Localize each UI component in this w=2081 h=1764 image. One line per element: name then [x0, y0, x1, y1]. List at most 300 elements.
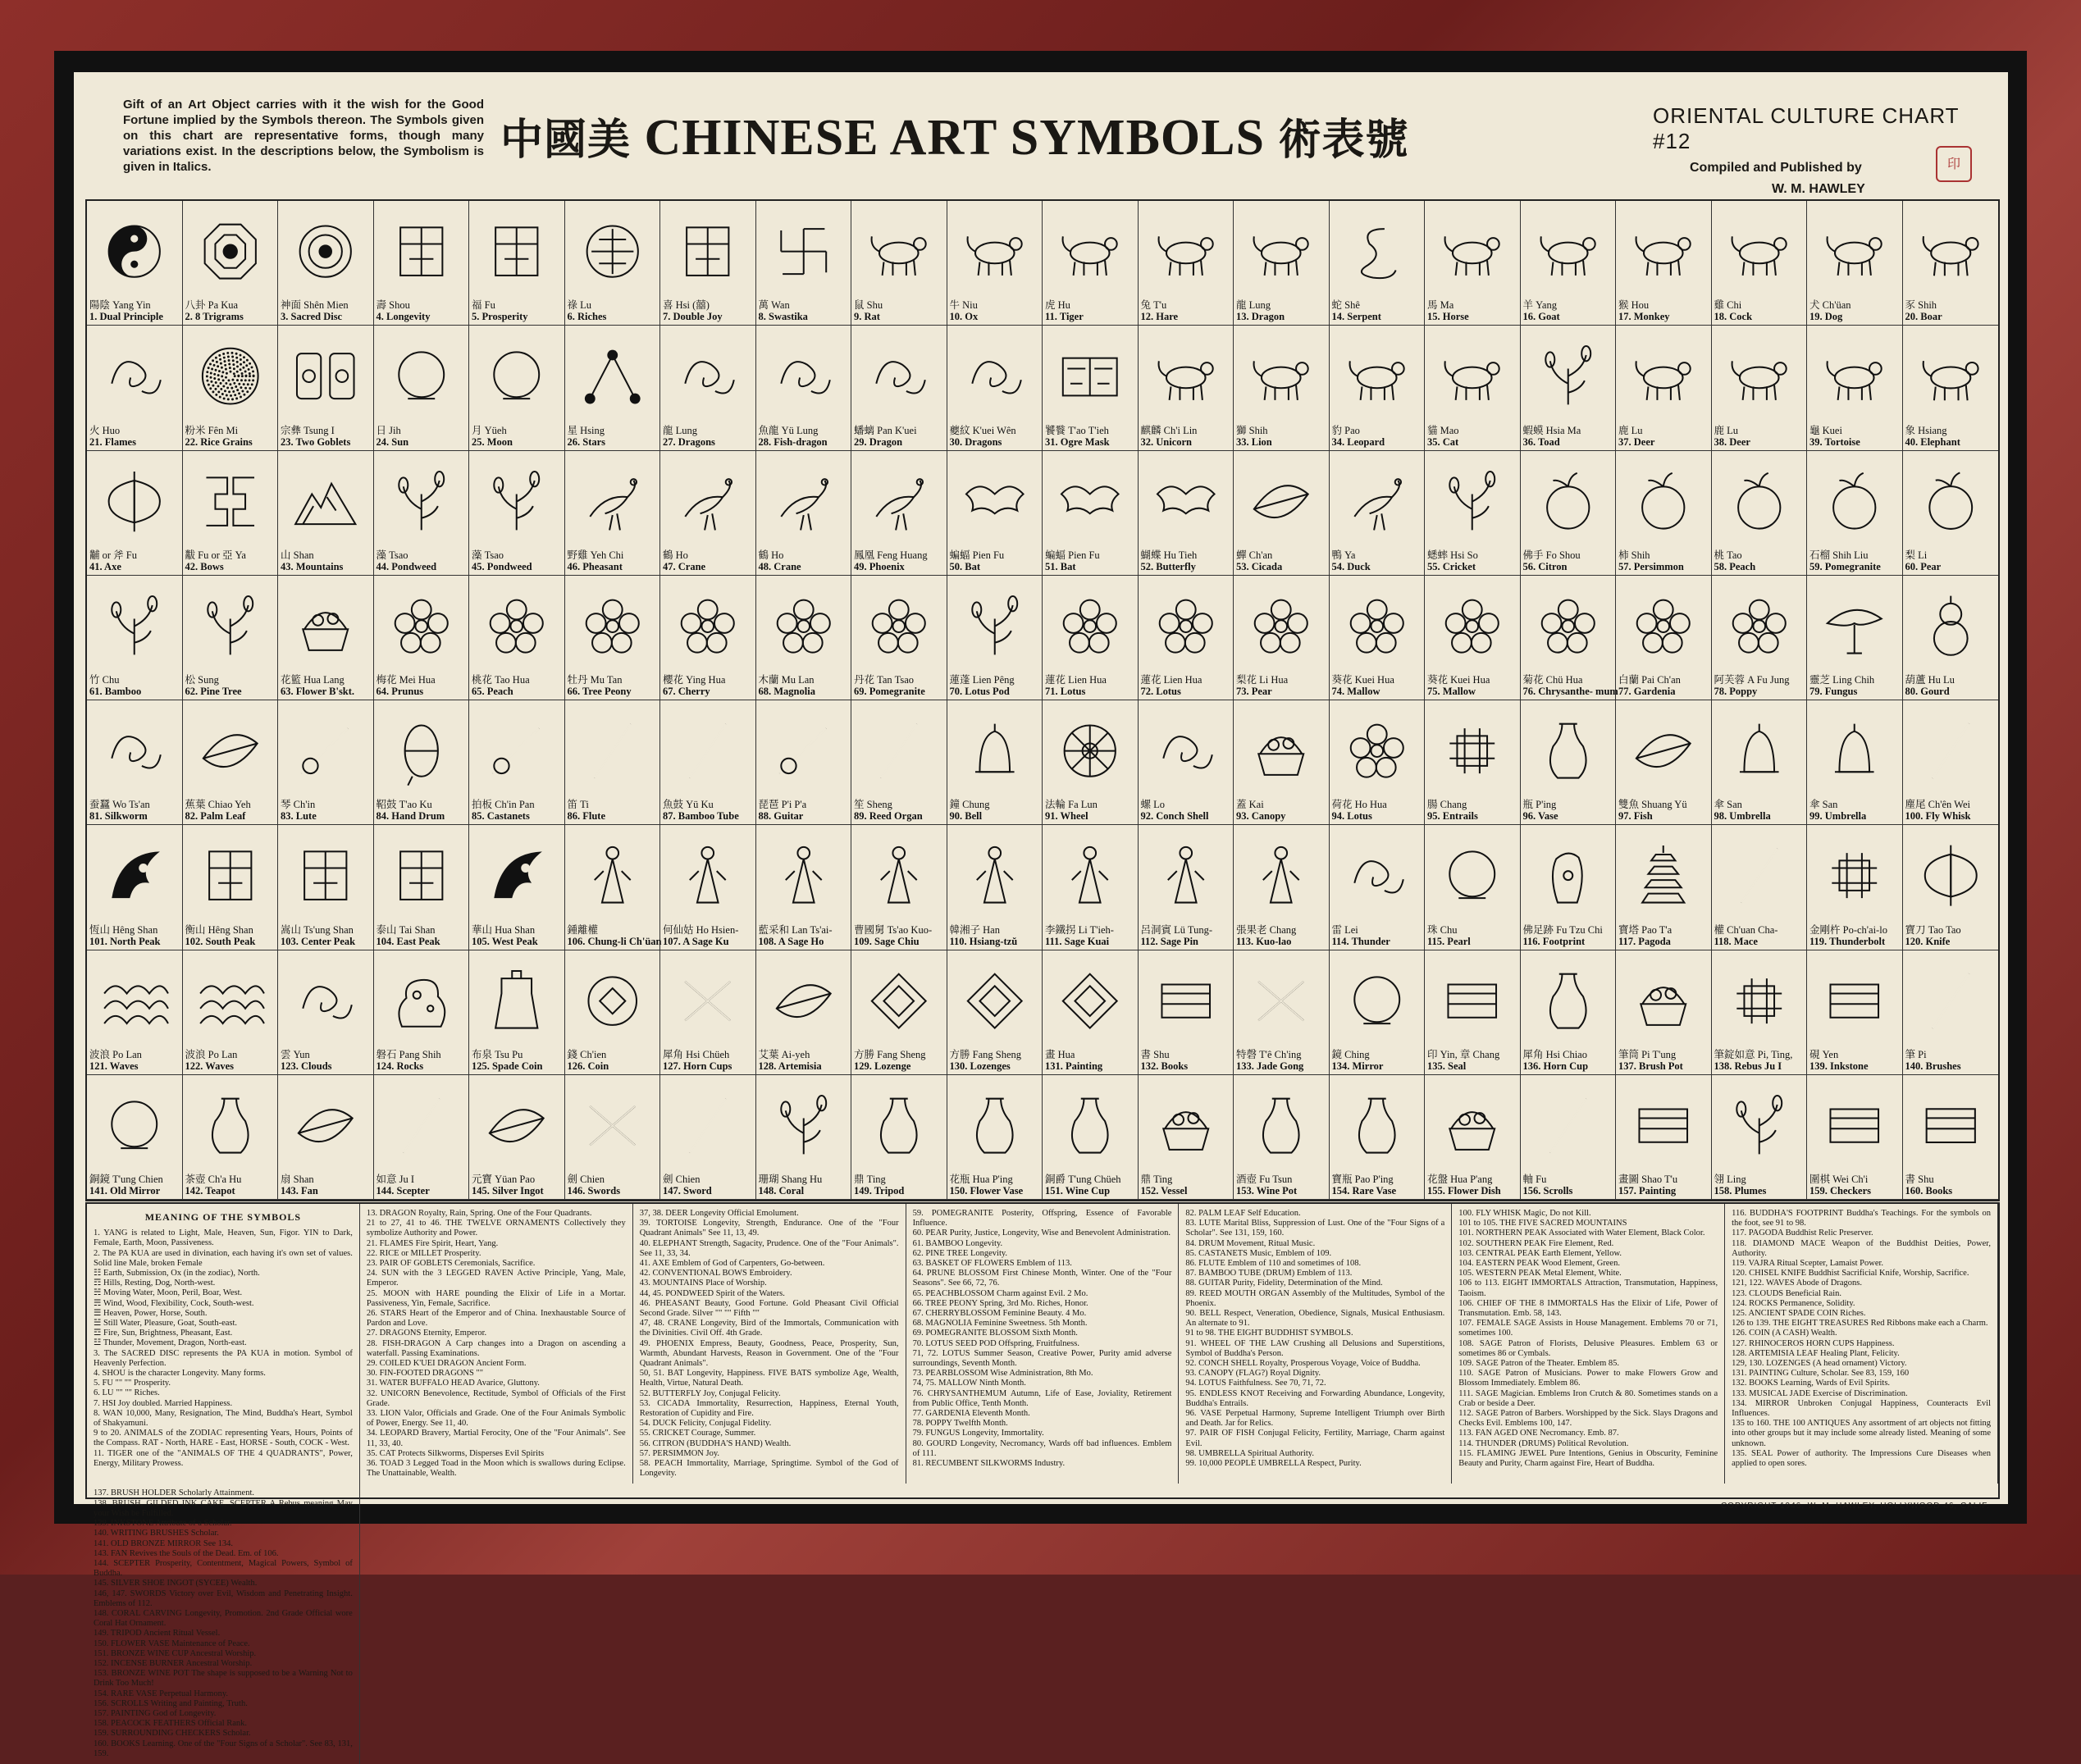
symbol-cell: [1425, 950, 1521, 1075]
symbol-number-name: 47. Crane: [663, 560, 706, 572]
meaning-entry: 81. RECUMBENT SILKWORMS Industry.: [912, 1459, 1066, 1469]
coin2-icon: [575, 957, 650, 1045]
symbol-caption: [1427, 549, 1518, 572]
symbol-chinese-name: 珊瑚 Shang Hu: [758, 1174, 823, 1185]
symbol-caption: [472, 1049, 563, 1072]
symbol-caption: [1809, 425, 1901, 448]
animal-icon: [1722, 207, 1797, 295]
symbol-number-name: 5. Prosperity: [472, 311, 528, 323]
symbol-caption: [1809, 299, 1901, 322]
symbol-number-name: 90. Bell: [949, 810, 983, 823]
symbol-chinese-name: 藍采和 Lan Ts'ai-: [758, 923, 833, 936]
glyph-icon: [479, 207, 554, 295]
symbol-chinese-name: 葫蘆 Hu Lu: [1905, 674, 1955, 686]
symbol-number-name: 158. Plumes: [1714, 1185, 1767, 1197]
animal-icon: [1817, 207, 1892, 295]
meaning-entry: 123. CLOUDS Beneficial Rain.: [1732, 1288, 1841, 1298]
symbol-number-name: 96. Vase: [1522, 810, 1558, 823]
symbol-number-name: 23. Two Goblets: [281, 435, 351, 448]
symbol-caption: [1045, 1049, 1136, 1072]
meaning-entry: ☲ Fire, Sun, Brightness, Pheasant, East.: [94, 1329, 233, 1338]
symbol-caption: [1045, 924, 1136, 947]
symbol-cell: [374, 451, 470, 576]
symbol-chinese-name: 黼 or 斧 Fu: [89, 549, 137, 561]
symbol-chinese-name: 韓湘子 Han: [949, 923, 1000, 936]
symbol-chinese-name: 瓶 P'ing: [1522, 799, 1557, 811]
meaning-entry: 41. AXE Emblem of God of Carpenters, Go-between.: [639, 1259, 825, 1269]
leaf-icon: [1244, 458, 1319, 545]
symbol-caption: [376, 549, 468, 572]
symbol-chinese-name: 如意 Ju I: [376, 1174, 415, 1185]
symbol-cell: [1330, 576, 1426, 700]
meaning-entry: 154. RARE VASE Perpetual Harmony.: [94, 1689, 229, 1698]
books-icon: [1817, 957, 1892, 1045]
fruit-icon: [1913, 458, 1989, 545]
meaning-entry: 43. MOUNTAINS Place of Worship.: [639, 1279, 767, 1288]
plant-icon: [479, 458, 554, 545]
animal-icon: [1913, 332, 1989, 420]
symbol-chinese-name: 酒壺 Fu Tsun: [1236, 1174, 1293, 1185]
meaning-entry: 5. FU "" "" Prosperity.: [94, 1379, 171, 1388]
symbol-number-name: 34. Leopard: [1331, 435, 1385, 448]
symbol-cell: [660, 326, 756, 450]
meaning-entry: 105. WESTERN PEAK Metal Element, White.: [1458, 1269, 1622, 1279]
symbol-cell: [851, 700, 947, 825]
meaning-entry: 29. COILED K'UEI DRAGON Ancient Form.: [366, 1359, 527, 1369]
symbol-chinese-name: 呂洞賓 Lü Tung-: [1140, 923, 1213, 936]
symbol-cell: [1521, 451, 1617, 576]
symbol-caption: [1618, 1174, 1709, 1197]
meaning-column: [360, 1204, 633, 1484]
flower-icon: [1531, 582, 1606, 670]
symbol-chinese-name: 波浪 Po Lan: [89, 1048, 142, 1060]
symbol-number-name: 115. Pearl: [1427, 935, 1471, 947]
symbol-cell: [87, 950, 183, 1075]
meaning-entry: 94. LOTUS Faithfulness. See 70, 71, 72.: [1185, 1379, 1326, 1388]
symbol-chinese-name: 柿 Shih: [1618, 549, 1650, 561]
books-icon: [1626, 1082, 1701, 1169]
symbol-number-name: 105. West Peak: [472, 935, 538, 947]
symbol-cell: [374, 201, 470, 326]
round-icon: [575, 207, 650, 295]
meaning-entry: 111. SAGE Magician. Emblems Iron Crutch & 80. Sometimes stands on a Crab or beside a Deer.: [1458, 1388, 1718, 1408]
foot-icon: [1531, 832, 1606, 919]
symbol-cell: [87, 1075, 183, 1200]
symbol-cell: [1425, 700, 1521, 825]
symbol-cell: [278, 825, 374, 950]
meaning-entry: 55. CRICKET Courage, Summer.: [639, 1429, 756, 1438]
symbol-caption: [1905, 1049, 1997, 1072]
symbol-cell: [1903, 451, 1999, 576]
coin-icon: [479, 957, 554, 1045]
symbol-number-name: 4. Longevity: [376, 311, 431, 323]
wheel-icon: [1052, 707, 1128, 795]
flower-icon: [1339, 582, 1415, 670]
symbol-cell: [183, 576, 279, 700]
symbol-cell: [1712, 326, 1808, 450]
symbol-number-name: 53. Cicada: [1236, 560, 1283, 572]
symbol-chinese-name: 犀角 Hsi Chüeh: [663, 1048, 730, 1060]
symbol-number-name: 85. Castanets: [472, 810, 530, 823]
meaning-entry: 44, 45. PONDWEED Spirit of the Waters.: [639, 1288, 785, 1298]
symbol-chinese-name: 筆錠如意 Pi, Ting,: [1714, 1048, 1793, 1060]
glyph-icon: [288, 832, 363, 919]
meaning-entry: 140. WRITING BRUSHES Scholar.: [94, 1529, 219, 1538]
symbol-cell: [1139, 950, 1234, 1075]
symbol-caption: [568, 549, 659, 572]
symbol-caption: [950, 799, 1041, 822]
fruit-icon: [1531, 458, 1606, 545]
meaning-entry: 28. FISH-DRAGON A Carp changes into a Dragon on ascending a waterfall. Passing Examinations.: [366, 1338, 626, 1358]
symbol-chinese-name: 鴨 Ya: [1331, 549, 1356, 561]
symbol-chinese-name: 羊 Yang: [1522, 299, 1557, 312]
meaning-entry: 91. WHEEL OF THE LAW Crushing all Delusions and Superstitions, Symbol of Buddha's Person.: [1185, 1338, 1445, 1358]
symbol-caption: [1809, 549, 1901, 572]
symbol-caption: [185, 549, 276, 572]
symbol-chinese-name: 鳳凰 Feng Huang: [854, 549, 928, 561]
meaning-entry: 24. SUN with the 3 LEGGED RAVEN Active Principle, Yang, Male, Emperor.: [366, 1269, 626, 1288]
symbol-number-name: 149. Tripod: [854, 1185, 905, 1197]
symbol-chinese-name: 鍾離權: [567, 923, 599, 936]
symbol-chinese-name: 寶瓶 Pao P'ing: [1331, 1174, 1394, 1185]
symbol-cell: [851, 201, 947, 326]
animal-icon: [861, 207, 937, 295]
symbol-number-name: 41. Axe: [89, 560, 121, 572]
symbol-number-name: 95. Entrails: [1427, 810, 1478, 823]
meaning-entry: 126. COIN (A CASH) Wealth.: [1732, 1329, 1837, 1338]
symbol-chinese-name: 拍板 Ch'in Pan: [472, 799, 535, 811]
meaning-entry: 47, 48. CRANE Longevity, Bird of the Immortals, Communication with the Divinities. Civil Off. 4th Grade.: [639, 1319, 899, 1338]
cross-icon: [670, 957, 746, 1045]
symbol-chinese-name: 祿 Lu: [567, 299, 592, 312]
symbol-chinese-name: 竹 Chu: [89, 674, 120, 686]
symbol-caption: [185, 674, 276, 697]
symbol-caption: [1427, 425, 1518, 448]
symbol-chinese-name: 梨花 Li Hua: [1236, 674, 1289, 686]
symbol-caption: [1714, 299, 1805, 322]
symbol-cell: [1043, 1075, 1139, 1200]
page-title: [500, 105, 1690, 167]
meaning-column: [633, 1204, 906, 1484]
symbol-chinese-name: 壽 Shou: [376, 299, 410, 312]
symbol-number-name: 117. Pagoda: [1618, 935, 1671, 947]
symbol-cell: [660, 201, 756, 326]
symbol-number-name: 133. Jade Gong: [1236, 1060, 1304, 1072]
symbol-caption: [1141, 1174, 1232, 1197]
symbol-cell: [278, 950, 374, 1075]
symbol-cell: [183, 950, 279, 1075]
symbol-chinese-name: 松 Sung: [185, 674, 219, 686]
symbol-number-name: 52. Butterfly: [1140, 560, 1196, 572]
symbol-cell: [947, 1075, 1043, 1200]
lozenge-icon: [861, 957, 937, 1045]
symbol-caption: [1236, 549, 1327, 572]
symbol-number-name: 37. Deer: [1618, 435, 1655, 448]
symbol-caption: [568, 1174, 659, 1197]
symbol-chinese-name: 藻 Tsao: [376, 549, 408, 561]
plant-icon: [1531, 332, 1606, 420]
meaning-entry: 113. FAN AGED ONE Necromancy. Emb. 87.: [1458, 1429, 1619, 1438]
symbol-caption: [376, 924, 468, 947]
symbol-number-name: 38. Deer: [1714, 435, 1750, 448]
symbol-chinese-name: 豕 Shih: [1905, 299, 1937, 312]
symbol-caption: [1045, 1174, 1136, 1197]
symbol-number-name: 78. Poppy: [1714, 686, 1758, 697]
symbol-number-name: 142. Teapot: [185, 1185, 235, 1197]
lute-icon: [288, 707, 363, 795]
symbol-caption: [1332, 549, 1423, 572]
symbol-caption: [568, 1049, 659, 1072]
copyright: COPYRIGHT 1946, W. M. HAWLEY, HOLLYWOOD 46, CALIF.: [1720, 1502, 1990, 1511]
symbol-caption: [854, 799, 945, 822]
symbol-cell: [87, 201, 183, 326]
symbol-number-name: 107. A Sage Ku: [663, 935, 729, 947]
symbol-chinese-name: 書 Shu: [1905, 1174, 1934, 1185]
animal-icon: [1435, 332, 1510, 420]
meaning-entry: 79. FUNGUS Longevity, Immortality.: [912, 1429, 1044, 1438]
symbol-number-name: 118. Mace: [1714, 935, 1758, 947]
swirl-icon: [957, 332, 1033, 420]
symbol-chinese-name: 雷 Lei: [1331, 923, 1358, 936]
symbol-number-name: 63. Flower B'skt.: [281, 686, 355, 697]
symbol-number-name: 87. Bamboo Tube: [663, 810, 739, 823]
symbol-chinese-name: 日 Jih: [376, 424, 401, 436]
dots-icon: [193, 332, 268, 420]
swirl-icon: [861, 332, 937, 420]
meaning-column: [87, 1484, 360, 1763]
flower-icon: [1244, 582, 1319, 670]
symbol-number-name: 64. Prunus: [376, 686, 424, 697]
symbol-number-name: 1. Dual Principle: [89, 311, 163, 323]
symbol-caption: [1427, 799, 1518, 822]
meaning-of-symbols: [85, 1202, 2000, 1758]
meaning-entry: 83. LUTE Marital Bliss, Suppression of Lust. One of the "Four Signs of a Scholar". See 131, 159, 160.: [1185, 1219, 1445, 1238]
symbol-number-name: 91. Wheel: [1045, 810, 1088, 823]
symbol-chinese-name: 蛇 Shê: [1331, 299, 1360, 312]
bat-icon: [1148, 458, 1224, 545]
meaning-entry: 112. SAGE Patron of Barbers. Worshipped by the Sick. Slays Dragons and Checks Evil. Emblems 100, 147.: [1458, 1409, 1718, 1429]
symbol-chinese-name: 神面 Shên Mien: [281, 299, 349, 312]
symbol-chinese-name: 喜 Hsi (囍): [663, 299, 710, 312]
symbol-number-name: 80. Gourd: [1905, 686, 1950, 697]
flower-icon: [766, 582, 842, 670]
meaning-entry: 129, 130. LOZENGES (A head ornament) Victory.: [1732, 1359, 1907, 1369]
symbol-caption: [1714, 799, 1805, 822]
meaning-entry: 39. TORTOISE Longevity, Strength, Endurance. One of the "Four Quadrant Animals" See 11, 13, 49.: [639, 1219, 899, 1238]
symbol-cell: [660, 825, 756, 950]
symbol-cell: [1425, 1075, 1521, 1200]
symbol-caption: [1618, 549, 1709, 572]
symbol-caption: [568, 674, 659, 697]
symbol-cell: [565, 700, 661, 825]
meaning-entry: 53. CICADA Immortality, Resurrection, Happiness, Eternal Youth, Restoration of Cupidity and Fire.: [639, 1398, 899, 1419]
symbol-chinese-name: 恆山 Hêng Shan: [89, 923, 158, 936]
symbol-number-name: 20. Boar: [1905, 311, 1942, 323]
flower-icon: [861, 582, 937, 670]
symbol-cell: [1903, 326, 1999, 450]
meaning-entry: ☷ Earth, Submission, Ox (in the zodiac), North.: [94, 1269, 260, 1279]
meaning-entry: 2. The PA KUA are used in divination, each having it's own set of values. Solid line Male, broken Female: [94, 1248, 353, 1268]
symbol-caption: [1809, 924, 1901, 947]
symbol-chinese-name: 鐘 Chung: [949, 799, 990, 811]
symbol-chinese-name: 鹿 Lu: [1618, 424, 1643, 436]
rock-icon: [384, 957, 459, 1045]
symbol-chinese-name: 方勝 Fang Sheng: [854, 1048, 926, 1060]
cross-icon: [1244, 957, 1319, 1045]
symbol-chinese-name: 筆 Pi: [1905, 1048, 1927, 1060]
meaning-entry: 143. FAN Revives the Souls of the Dead. Em. of 106.: [94, 1548, 279, 1558]
symbol-cell: [947, 451, 1043, 576]
symbol-cell: [1712, 950, 1808, 1075]
symbol-chinese-name: 金剛杵 Po-ch'ai-lo: [1809, 923, 1887, 936]
symbol-number-name: 48. Crane: [758, 560, 801, 572]
meaning-entry: 57. PERSIMMON Joy.: [639, 1448, 720, 1458]
knot-icon: [1722, 957, 1797, 1045]
symbol-chinese-name: 佛足跡 Fu Tzu Chi: [1522, 923, 1603, 936]
symbol-cell: [1807, 825, 1903, 950]
symbol-caption: [472, 1174, 563, 1197]
symbol-cell: [1807, 700, 1903, 825]
symbol-chinese-name: 鼎 Ting: [1140, 1174, 1173, 1185]
symbol-caption: [1045, 299, 1136, 322]
symbol-cell: [1712, 451, 1808, 576]
symbol-cell: [374, 700, 470, 825]
figure-icon: [670, 832, 746, 919]
symbol-number-name: 101. North Peak: [89, 935, 161, 947]
symbol-caption: [281, 425, 372, 448]
symbol-caption: [854, 1174, 945, 1197]
symbol-number-name: 46. Pheasant: [567, 560, 623, 572]
symbol-caption: [1905, 799, 1997, 822]
meaning-entry: 86. FLUTE Emblem of 110 and sometimes of 108.: [1185, 1259, 1362, 1269]
basket-icon: [1148, 1082, 1224, 1169]
symbol-cell: [1234, 1075, 1330, 1200]
symbol-number-name: 148. Coral: [758, 1185, 805, 1197]
symbol-cell: [1425, 451, 1521, 576]
symbol-cell: [660, 950, 756, 1075]
meaning-entry: 119. VAJRA Ritual Scepter, Lamaist Power.: [1732, 1259, 1884, 1269]
symbol-caption: [472, 799, 563, 822]
animal-icon: [1626, 332, 1701, 420]
symbol-number-name: 132. Books: [1140, 1060, 1189, 1072]
symbol-caption: [1905, 299, 1997, 322]
symbol-cell: [1616, 451, 1712, 576]
circle-icon: [384, 332, 459, 420]
meaning-entry: 88. GUITAR Purity, Fidelity, Determination of the Mind.: [1185, 1279, 1383, 1288]
symbol-caption: [950, 549, 1041, 572]
figure-icon: [1148, 832, 1224, 919]
symbol-cell: [1807, 1075, 1903, 1200]
symbol-caption: [185, 1174, 276, 1197]
symbol-cell: [1521, 1075, 1617, 1200]
symbol-cell: [851, 950, 947, 1075]
meaning-entry: 35. CAT Protects Silkworms, Disperses Evil Spirits: [366, 1448, 545, 1458]
flute-icon: [1913, 957, 1989, 1045]
symbol-number-name: 72. Lotus: [1140, 686, 1181, 697]
symbol-caption: [376, 1049, 468, 1072]
plant-icon: [1722, 1082, 1797, 1169]
symbol-cell: [660, 576, 756, 700]
symbol-chinese-name: 牡丹 Mu Tan: [567, 674, 623, 686]
compiled-by: Compiled and Published by: [1690, 161, 1862, 175]
symbol-number-name: 2. 8 Trigrams: [185, 311, 244, 323]
meaning-entry: 110. SAGE Patron of Musicians. Power to make Flowers Grow and Blossom Immediately. Emblem 86.: [1458, 1369, 1718, 1388]
gourd-icon: [1913, 582, 1989, 670]
symbol-chinese-name: 犬 Ch'üan: [1809, 299, 1851, 312]
symbol-chinese-name: 磐石 Pang Shih: [376, 1048, 441, 1060]
symbol-chinese-name: 蓮蓬 Lien Pêng: [949, 674, 1015, 686]
flower-icon: [1148, 582, 1224, 670]
symbol-chinese-name: 特磬 T'ê Ch'ing: [1236, 1048, 1302, 1060]
symbol-number-name: 84. Hand Drum: [376, 810, 445, 823]
symbol-cell: [1712, 576, 1808, 700]
symbol-caption: [376, 674, 468, 697]
symbol-caption: [1332, 299, 1423, 322]
meaning-entry: 109. SAGE Patron of the Theater. Emblem 85.: [1458, 1359, 1620, 1369]
animal-icon: [1052, 207, 1128, 295]
symbol-number-name: 135. Seal: [1427, 1060, 1467, 1072]
symbol-number-name: 54. Duck: [1331, 560, 1371, 572]
symbol-cell: [756, 950, 852, 1075]
symbol-caption: [663, 425, 754, 448]
symbol-number-name: 11. Tiger: [1045, 311, 1084, 323]
meaning-entry: 160. BOOKS Learning. One of the "Four Signs of a Scholar". See 83, 131, 159.: [94, 1739, 353, 1758]
meaning-column: [1452, 1204, 1725, 1484]
symbol-chinese-name: 馬 Ma: [1427, 299, 1454, 312]
meaning-entry: 157. PAINTING God of Longevity.: [94, 1708, 217, 1718]
fruit-icon: [1817, 458, 1892, 545]
symbol-cell: [1425, 576, 1521, 700]
symbol-cell: [1330, 451, 1426, 576]
symbol-chinese-name: 葵花 Kuei Hua: [1427, 674, 1490, 686]
symbol-chinese-name: 法輪 Fa Lun: [1045, 799, 1098, 811]
meaning-entry: 68. MAGNOLIA Feminine Sweetness. 5th Month.: [912, 1319, 1088, 1329]
symbol-number-name: 59. Pomegranite: [1809, 560, 1881, 572]
symbol-number-name: 35. Cat: [1427, 435, 1459, 448]
symbol-number-name: 144. Scepter: [376, 1185, 430, 1197]
symbol-number-name: 45. Pondweed: [472, 560, 532, 572]
symbol-cell: [1234, 326, 1330, 450]
symbol-chinese-name: 木蘭 Mu Lan: [758, 674, 815, 686]
symbol-cell: [278, 451, 374, 576]
meaning-entry: 63. BASKET OF FLOWERS Emblem of 113.: [912, 1259, 1072, 1269]
symbol-chinese-name: 衡山 Hêng Shan: [185, 923, 253, 936]
meaning-entry: 6. LU "" "" Riches.: [94, 1388, 160, 1398]
symbol-chinese-name: 八卦 Pa Kua: [185, 299, 239, 312]
symbol-cell: [1330, 950, 1426, 1075]
meaning-entry: 50, 51. BAT Longevity, Happiness. FIVE BATS symbolize Age, Wealth, Health, Virtue, Natural Death.: [639, 1369, 899, 1388]
symbol-chinese-name: 月 Yüeh: [472, 424, 507, 436]
symbol-cell: [1043, 326, 1139, 450]
symbol-caption: [759, 299, 850, 322]
symbol-cell: [469, 700, 565, 825]
symbol-number-name: 56. Citron: [1522, 560, 1568, 572]
symbol-chinese-name: 阿芙蓉 A Fu Jung: [1714, 674, 1790, 686]
symbol-caption: [89, 549, 180, 572]
symbol-number-name: 92. Conch Shell: [1140, 810, 1209, 823]
symbol-chinese-name: 鞀鼓 T'ao Ku: [376, 799, 432, 811]
flower-icon: [1435, 582, 1510, 670]
symbol-cell: [1139, 825, 1234, 950]
symbol-cell: [1521, 950, 1617, 1075]
symbol-chinese-name: 鼎 Ting: [854, 1174, 886, 1185]
symbol-cell: [1043, 950, 1139, 1075]
meaning-entry: 54. DUCK Felicity, Conjugal Fidelity.: [639, 1419, 772, 1429]
symbol-chinese-name: 鼠 Shu: [854, 299, 883, 312]
meaning-entry: 56. CITRON (BUDDHA'S HAND) Wealth.: [639, 1438, 792, 1448]
meaning-entry: 36. TOAD 3 Legged Toad in the Moon which is swallows during Eclipse. The Unattainable, Wealth.: [366, 1459, 626, 1479]
symbol-cell: [1903, 201, 1999, 326]
